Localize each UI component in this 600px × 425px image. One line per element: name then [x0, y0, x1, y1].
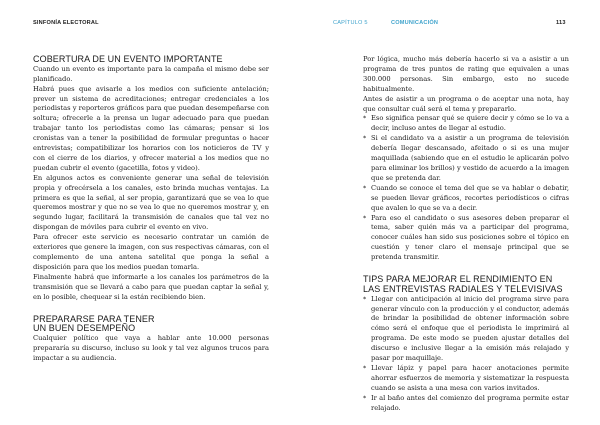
paragraph: En algunos actos es conveniente generar una señal de televisión propia y ofrecérsela a los canales, esto brinda muchas ventajas. La primera es que la señal, al ser propia, garantizará que se vea lo que queremos mostrar y que no se vea lo que no queremos mostrar y, en segundo lugar, facilitará la transmisión de canales que tal vez no dispongan de móviles para cubrir el evento en vivo. — [33, 173, 269, 232]
paragraph: Por lógica, mucho más debería hacerlo si va a asistir a un programa de tres puntos de rating que equivalen a unas 300.000 personas. Sin embargo, esto no sucede habitualmente. — [363, 55, 569, 93]
heading-tips-line-1: TIPS PARA MEJORAR EL RENDIMIENTO EN — [363, 274, 553, 285]
bullet-text: Para eso el candidato o sus asesores deben preparar el tema, saber quién más va a participar del programa, conocer cuáles han sido sus posiciones sobre el tópico en cuestión y tener claro el mensaje principal que se pretenda transmitir. — [371, 213, 569, 262]
paragraph: Finalmente habrá que informarle a los canales los parámetros de la transmisión que se llevará a cabo para que puedan captar la señal y, en lo posible, chequear si la están recibiendo bien. — [33, 272, 269, 301]
bullet-asterisk: * — [363, 114, 367, 123]
heading-tips-line-2: LAS ENTREVISTAS RADIALES Y TELEVISIVAS — [363, 283, 563, 294]
bullet-text: Ir al baño antes del comienzo del programa permite estar relajado. — [371, 393, 569, 412]
bullet-item — [363, 114, 569, 134]
bullet-asterisk: * — [363, 294, 367, 303]
bullet-text: Cuando se conoce el tema del que se va hablar o debatir, se pueden llevar gráficos, recortes periodísticos o cifras que avalen lo que se va a decir. — [371, 183, 569, 212]
paragraph: Habrá pues que avisarle a los medios con suficiente antelación; prever un sistema de acreditaciones; entregar credenciales a los periodistas y reporteros gráficos para que puedan desempeñarse con soltura; ofrecerle a la prensa un lugar adecuado para que puedan trabajar tanto los periodistas como las cámaras; pensar si los cronistas van a tener la posibilidad de formular preguntas o hacer entrevistas; compatibilizar los horarios con los noticieros de TV y con el cierre de los diarios, y ofrecer material a los medios que no puedan cubrir el evento (gacetilla, fotos y video). — [33, 84, 269, 172]
bullet-item — [363, 364, 569, 394]
bullet-text: Llegar con anticipación al inicio del programa sirve para generar vínculo con la producción y el conductor, además de brindar la posibilidad de obtener información sobre cómo será el enfoque que el periodista le imprimirá al programa. De este modo se pueden ajustar detalles del discurso e inclusive llegar a la emisión más relajado y pasar por maquillaje. — [371, 294, 569, 363]
page-number: 113 — [556, 20, 566, 26]
left-page — [33, 55, 269, 364]
heading-prepare-line-1: PREPARARSE PARA TENER — [33, 313, 155, 324]
bullet-item — [363, 214, 569, 264]
bullet-asterisk: * — [363, 363, 367, 372]
heading-event-coverage: COBERTURA DE UN EVENTO IMPORTANTE — [33, 54, 223, 64]
section-label: COMUNICACIÓN — [391, 20, 439, 26]
bullet-item — [363, 184, 569, 214]
right-page — [363, 55, 569, 414]
bullet-asterisk: * — [363, 183, 367, 192]
bullet-item — [363, 295, 569, 364]
bullet-asterisk: * — [363, 134, 367, 143]
heading-prepare-line-2: UN BUEN DESEMPEÑO — [33, 323, 136, 334]
paragraph: Antes de asistir a un programa o de aceptar una nota, hay que consultar cuál será el tema y prepararlo. — [363, 94, 569, 113]
paragraph: Cuando un evento es importante para la campaña el mismo debe ser planificado. — [33, 64, 269, 83]
bullet-item — [363, 134, 569, 184]
chapter-label: CAPÍTULO 5 — [333, 20, 368, 26]
bullet-asterisk: * — [363, 393, 367, 402]
bullet-text: Eso significa pensar qué se quiere decir y cómo se lo va a decir, incluso antes de llegar al estudio. — [371, 114, 569, 133]
paragraph: Para ofrecer este servicio es necesario contratar un camión de exteriores que genere la imagen, con sus respectivas cámaras, con el complemento de una antena satelital que ponga la señal a disposición para que los medios puedan tomarla. — [33, 233, 269, 271]
paragraph: Cualquier político que vaya a hablar ante 10.000 personas prepararía su discurso, incluso su look y tal vez algunos trucos para impactar a su audiencia. — [33, 334, 269, 362]
bullet-asterisk: * — [363, 213, 367, 222]
bullet-text: Si el candidato va a asistir a un programa de televisión debería llegar descansado, afeitado o si es una mujer maquillada (sabiendo que en el estudio le aplicarán polvo para eliminar los brillos) y vestido de acuerdo a la imagen que se pretenda dar. — [371, 134, 569, 182]
book-title: SINFONÍA ELECTORAL — [33, 20, 99, 26]
bullet-text: Llevar lápiz y papel para hacer anotaciones permite ahorrar esfuerzos de memoria y sistematizar la respuesta cuando se asista a una mesa con varios invitados. — [371, 363, 569, 392]
bullet-item — [363, 394, 569, 414]
